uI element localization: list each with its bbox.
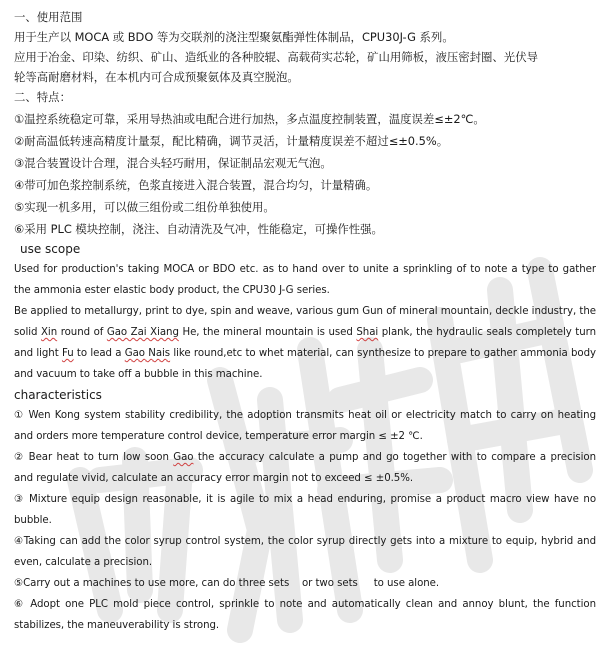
- paragraph-scope-zh-1: 用于生产以 MOCA 或 BDO 等为交联剂的浇注型聚氨酯弹性体制品，CPU30J-G 系列。: [14, 30, 454, 44]
- characteristic-en-2b: and regulate vivid, calculate an accuracy error margin not to exceed ≤ ±0.5%.: [14, 473, 414, 484]
- document-body: [14, 7, 596, 636]
- characteristic-en-6b: stabilizes, the maneuverability is strong.: [14, 620, 220, 631]
- feature-zh-5: ⑤实现一机多用，可以做三组份或二组份单独使用。: [14, 200, 275, 214]
- characteristic-en-1a: ① Wen Kong system stability credibility, the adoption transmits heat oil or electricity match to carry on heating: [14, 410, 596, 421]
- feature-zh-6: ⑥采用 PLC 模块控制，浇注、自动清洗及气冲，性能稳定，可操作性强。: [14, 222, 383, 236]
- paragraph-scope-zh-2a: 应用于冶金、印染、纺织、矿山、造纸业的各种胶辊、高载荷实芯轮，矿山用筛板，液压密封圈、光伏导: [14, 50, 538, 64]
- characteristic-en-2a: ② Bear heat to turn low soon Gao the accuracy calculate a pump and go together with to compare a precision: [14, 452, 596, 463]
- paragraph-scope-en-2a: Be applied to metallurgy, print to dye, spin and weave, various gum Gun of mineral mountain, deckle industry, the: [14, 306, 596, 317]
- feature-zh-3: ③混合装置设计合理，混合头轻巧耐用，保证制品宏观无气泡。: [14, 156, 332, 170]
- characteristic-en-3b: bubble.: [14, 515, 52, 526]
- characteristic-en-5: ⑤Carry out a machines to use more, can do three sets or two sets to use alone.: [14, 578, 440, 589]
- paragraph-scope-en-2c: and light Fu to lead a Gao Nais like round,etc to whet material, can synthesize to prepare to gather ammonia body: [14, 348, 596, 359]
- paragraph-scope-en-2d: and vacuum to take off a bubble in this machine.: [14, 369, 263, 380]
- characteristic-en-4b: even, calculate a precision.: [14, 557, 153, 568]
- characteristic-en-4a: ④Taking can add the color syrup control system, the color syrup directly gets into a mixture to equip, hybrid and: [14, 536, 596, 547]
- feature-zh-4: ④带可加色浆控制系统，色浆直接进入混合装置，混合均匀，计量精确。: [14, 178, 378, 192]
- paragraph-scope-en-2b: solid Xin round of Gao Zai Xiang He, the mineral mountain is used Shai plank, the hydraulic seals completely turn: [14, 327, 596, 338]
- paragraph-scope-zh-2b: 轮等高耐磨材料，在本机内可合成预聚氨体及真空脱泡。: [14, 70, 299, 84]
- characteristic-en-6a: ⑥ Adopt one PLC mold piece control, sprinkle to note and automatically clean and annoy blunt, the function: [14, 599, 596, 610]
- section-heading-scope-en: use scope: [20, 242, 81, 256]
- characteristic-en-3a: ③ Mixture equip design reasonable, it is agile to mix a head enduring, promise a product macro view have no: [14, 494, 596, 505]
- characteristic-en-1b: and orders more temperature control device, temperature error margin ≤ ±2 ℃.: [14, 431, 423, 442]
- feature-zh-2: ②耐高温低转速高精度计量泵，配比精确，调节灵活，计量精度误差不超过≤±0.5%。: [14, 134, 449, 148]
- paragraph-scope-en-1b: the ammonia ester elastic body product, the CPU30 J-G series.: [14, 285, 330, 296]
- feature-zh-1: ①温控系统稳定可靠，采用导热油或电配合进行加热，多点温度控制装置，温度误差≤±2℃。: [14, 112, 485, 126]
- paragraph-scope-en-1a: Used for production's taking MOCA or BDO etc. as to hand over to unite a sprinkling of to note a type to gather: [14, 264, 596, 275]
- section-heading-features-zh: 二、特点：: [14, 90, 71, 104]
- section-heading-scope-zh: 一、使用范围: [14, 10, 83, 24]
- section-heading-characteristics-en: characteristics: [14, 388, 102, 402]
